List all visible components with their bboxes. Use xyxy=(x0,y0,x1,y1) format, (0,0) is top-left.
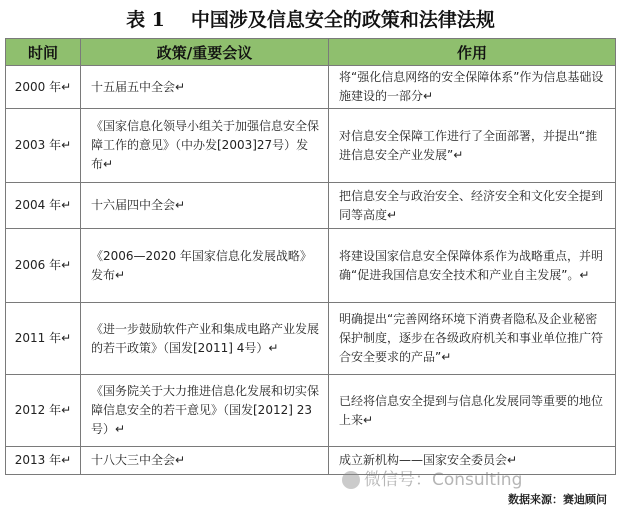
row-time: 2004 年↵ xyxy=(6,183,81,229)
row-effect: 将建设国家信息安全保障体系作为战略重点，并明确“促进我国信息安全技术和产业自主发展”。↵ xyxy=(329,229,616,303)
row-policy: 十五届五中全会↵ xyxy=(81,66,329,109)
policy-table xyxy=(5,38,616,475)
row-policy: 《进一步鼓励软件产业和集成电路产业发展的若干政策》（国发[2011] 4号）↵ xyxy=(81,303,329,375)
table-row xyxy=(6,183,616,229)
table-title xyxy=(0,0,621,36)
row-time: 2012 年↵ xyxy=(6,375,81,447)
table-row xyxy=(6,229,616,303)
row-policy: 十八大三中全会↵ xyxy=(81,447,329,475)
data-source: 数据来源：赛迪顾问 xyxy=(508,493,607,506)
row-policy: 十六届四中全会↵ xyxy=(81,183,329,229)
row-policy: 《国务院关于大力推进信息化发展和切实保障信息安全的若干意见》（国发[2012] 23 号）↵ xyxy=(81,375,329,447)
row-effect: 把信息安全与政治安全、经济安全和文化安全提到同等高度↵ xyxy=(329,183,616,229)
row-time: 2003 年↵ xyxy=(6,109,81,183)
header-effect: 作用 xyxy=(329,39,616,66)
table-title-text: 中国涉及信息安全的政策和法律法规 xyxy=(190,8,495,31)
row-effect: 将“强化信息网络的安全保障体系”作为信息基础设施建设的一部分↵ xyxy=(329,66,616,109)
row-time: 2011 年↵ xyxy=(6,303,81,375)
table-row xyxy=(6,109,616,183)
table-row xyxy=(6,66,616,109)
row-policy: 《2006—2020 年国家信息化发展战略》发布↵ xyxy=(81,229,329,303)
row-effect: 明确提出“完善网络环境下消费者隐私及企业秘密保护制度，逐步在各级政府机关和事业单位推广符合安全要求的产品”↵ xyxy=(329,303,616,375)
table-row xyxy=(6,303,616,375)
table-number: 表 1 xyxy=(126,8,165,31)
header-time: 时间 xyxy=(6,39,81,66)
row-time: 2006 年↵ xyxy=(6,229,81,303)
row-time: 2013 年↵ xyxy=(6,447,81,475)
table-row xyxy=(6,447,616,475)
row-effect: 成立新机构——国家安全委员会↵ xyxy=(329,447,616,475)
row-time: 2000 年↵ xyxy=(6,66,81,109)
watermark-text: 微信号：Consulting xyxy=(364,470,523,490)
header-policy: 政策/重要会议 xyxy=(81,39,329,66)
table-header-row xyxy=(6,39,616,66)
row-effect: 对信息安全保障工作进行了全面部署，并提出“推进信息安全产业发展”↵ xyxy=(329,109,616,183)
row-policy: 《国家信息化领导小组关于加强信息安全保障工作的意见》（中办发[2003]27号）发布↵ xyxy=(81,109,329,183)
table-row xyxy=(6,375,616,447)
row-effect: 已经将信息安全提到与信息化发展同等重要的地位上来↵ xyxy=(329,375,616,447)
